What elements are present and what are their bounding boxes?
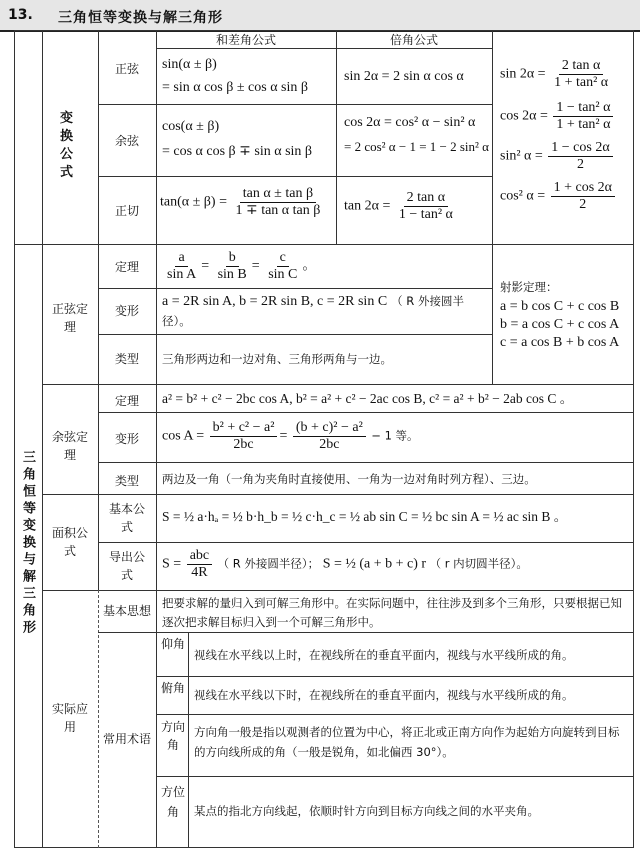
- divider: [492, 244, 493, 384]
- extra-den: 2: [576, 157, 584, 172]
- frac-num: abc: [187, 548, 212, 565]
- sine-double: sin 2α = 2 sin α cos α: [344, 69, 464, 84]
- divider: [42, 590, 634, 591]
- frac-num: b: [226, 250, 239, 267]
- extra-num: 1 − cos 2α: [548, 140, 612, 157]
- sine-variant-note2: 径）。: [162, 314, 191, 328]
- cosine-theorem-label: 定理: [114, 394, 139, 408]
- sine-type-text: 三角形两边和一边对角、三角形两角与一边。: [162, 352, 392, 366]
- extra-formula: [500, 100, 615, 133]
- divider: [42, 30, 43, 244]
- sine-variant: [162, 292, 488, 311]
- cosine-type-label: 类型: [114, 474, 139, 488]
- divider: [336, 30, 337, 244]
- extra-num: 2 tan α: [559, 58, 603, 75]
- area-derived-mid: （ R 外接圆半径）；: [217, 556, 320, 571]
- divider: [98, 632, 634, 633]
- area-derived-tail: （ r 内切圆半径）。: [429, 556, 528, 571]
- row-label-tangent: 正切: [114, 204, 139, 218]
- frac-num: b² + c² − a²: [210, 420, 278, 437]
- col-header-double: 倍角公式: [389, 33, 438, 47]
- extra-formula: [500, 140, 615, 173]
- extra-formula: [500, 58, 613, 91]
- divider: [98, 334, 492, 335]
- application-label: 实际应用: [51, 702, 88, 734]
- projection-line: b = a cos C + c cos A: [500, 317, 620, 332]
- extra-den: 1 + tan² α: [554, 75, 609, 90]
- transform-category: 变换公式: [60, 111, 74, 180]
- sine-sum-line2: = sin α cos β ± cos α sin β: [162, 80, 308, 95]
- area-basic-label: 基本公式: [108, 502, 145, 534]
- cos-sum-line1: cos(α ± β): [162, 119, 220, 134]
- sine-sum-line1: sin(α ± β): [162, 57, 217, 72]
- projection-line: a = b cos C + c cos B: [500, 299, 620, 314]
- divider: [14, 244, 634, 245]
- frac-num: (b + c)² − a²: [293, 420, 366, 437]
- cosine-variant-tail: − 1 等。: [371, 428, 419, 443]
- frac-den: 4R: [191, 565, 208, 580]
- sine-variant-math: a = 2R sin A, b = 2R sin B, c = 2R sin C: [162, 294, 388, 309]
- divider: [98, 412, 634, 413]
- area-derived-second: S = ½ (a + b + c) r: [322, 556, 427, 572]
- divider: [98, 590, 99, 848]
- term-name: 方位角: [160, 785, 185, 819]
- divider: [156, 776, 634, 777]
- extra-den: 1 + tan² α: [556, 117, 611, 132]
- sine-variant-note: （ R 外接圆半: [391, 294, 464, 308]
- cosine-type-text: 两边及一角（一角为夹角时直接使用、一角为一边对角时列方程）、三边。: [162, 472, 536, 486]
- section-title: 三角恒等变换与解三角形: [58, 10, 223, 26]
- frac-den: sin C: [268, 267, 298, 282]
- projection-line: c = a cos B + b cos A: [500, 335, 620, 350]
- term-name: 仰角: [160, 637, 185, 651]
- extra-den: 2: [579, 197, 587, 212]
- divider: [98, 244, 99, 590]
- area-derived: [162, 548, 528, 581]
- tan-sum-num: tan α ± tan β: [240, 186, 316, 203]
- extra-prefix: cos² α =: [500, 188, 546, 204]
- divider: [42, 244, 43, 848]
- sine-type-label: 类型: [114, 352, 139, 366]
- area-derived-label: 导出公式: [108, 550, 145, 582]
- divider: [98, 462, 634, 463]
- term-text: 某点的指北方向线起，依顺时针方向到目标方向线之间的水平夹角。: [194, 804, 539, 818]
- tan-double-prefix: tan 2α =: [344, 198, 391, 214]
- divider: [42, 384, 634, 385]
- area-label: 面积公式: [51, 526, 88, 558]
- sine-variant-label: 变形: [114, 304, 139, 318]
- row-label-cosine: 余弦: [114, 134, 139, 148]
- divider: [156, 676, 634, 677]
- sine-theorem: $\frac{a}{\text{sin A}}$ = $\frac{b}{\text{sin B}}$ = $\frac{c}{\text{sin C}}$ 。: [162, 250, 316, 283]
- frac-den: 2bc: [233, 437, 254, 452]
- extra-formula: [500, 180, 617, 213]
- divider: [98, 542, 634, 543]
- extra-num: 1 + cos 2α: [551, 180, 615, 197]
- extra-num: 1 − tan² α: [553, 100, 613, 117]
- frac-den: sin A: [167, 267, 197, 282]
- divider: [156, 590, 157, 848]
- projection-title: 射影定理：: [500, 280, 558, 294]
- cosine-law-label: 余弦定理: [51, 430, 88, 462]
- cosine-variant: cos A = $\frac{\text{b² + c² − a²}}{2bc}$ = $\frac{\text{(b + c)² − a²}}{2bc}$ − 1 等。: [162, 420, 419, 452]
- solve-category: 三角恒等变换与解三角形: [20, 450, 35, 637]
- app-basic-text: 把要求解的量归入到可解三角形中。在实际问题中，往往涉及到多个三角形，只要根据已知逐次把求解目标归入到一个可解三角形中。: [162, 596, 622, 629]
- extra-prefix: sin² α =: [500, 148, 543, 164]
- frac-den: sin B: [217, 267, 247, 282]
- sine-theorem-label: 定理: [114, 260, 139, 274]
- tan-double-den: 1 − tan² α: [398, 207, 453, 222]
- frac-num: c: [277, 250, 289, 267]
- divider: [188, 632, 189, 848]
- divider: [156, 30, 157, 244]
- term-name: 方向角: [160, 720, 185, 752]
- cos-double-line1: cos 2α = cos² α − sin² α: [344, 115, 476, 130]
- divider: [156, 714, 634, 715]
- tan-double-num: 2 tan α: [404, 190, 448, 207]
- row-label-sine: 正弦: [114, 62, 139, 76]
- frac-num: a: [175, 250, 187, 267]
- frac-den: 2bc: [319, 437, 340, 452]
- term-text: 视线在水平线以下时，在视线所在的垂直平面内，视线与水平线所成的角。: [194, 688, 574, 702]
- area-derived-prefix: S =: [162, 556, 182, 572]
- divider: [98, 176, 492, 177]
- col-header-sum: 和差角公式: [215, 33, 276, 47]
- divider: [492, 30, 493, 244]
- sine-law-label: 正弦定理: [51, 302, 88, 334]
- tan-sum: [160, 186, 325, 219]
- section-header: [0, 0, 640, 32]
- term-name: 俯角: [160, 681, 185, 695]
- cosine-theorem: a² = b² + c² − 2bc cos A, b² = a² + c² − 2ac cos B, c² = a² + b² − 2ab cos C 。: [162, 391, 574, 406]
- divider: [98, 288, 492, 289]
- divider: [156, 48, 492, 49]
- section-number: 13.: [8, 7, 33, 23]
- divider: [42, 494, 634, 495]
- cos-sum-line2: = cos α cos β ∓ sin α sin β: [162, 144, 313, 159]
- term-text: 视线在水平线以上时，在视线所在的垂直平面内，视线与水平线所成的角。: [194, 648, 574, 662]
- app-basic-label: 基本思想: [102, 604, 151, 618]
- tan-sum-den: 1 ∓ tan α tan β: [235, 203, 321, 218]
- sine-theorem-tail: 。: [302, 258, 317, 274]
- divider: [156, 244, 157, 590]
- tan-double: [344, 190, 458, 223]
- cosine-variant-label: 变形: [114, 432, 139, 446]
- cosine-variant-prefix: cos A =: [162, 428, 205, 444]
- term-text: 方向角一般是指以观测者的位置为中心，将正北或正南方向作为起始方向旋转到目标的方向线所成的角（一般是锐角，如北偏西 30°）。: [194, 725, 620, 759]
- extra-prefix: sin 2α =: [500, 66, 546, 82]
- tan-sum-prefix: tan(α ± β) =: [160, 194, 227, 210]
- terms-label: 常用术语: [102, 732, 151, 746]
- extra-prefix: cos 2α =: [500, 108, 548, 124]
- cos-double-line2: = 2 cos² α − 1 = 1 − 2 sin² α: [344, 139, 489, 154]
- divider: [98, 104, 492, 105]
- area-basic: S = ½ a·hₐ = ½ b·h_b = ½ c·h_c = ½ ab sin C = ½ bc sin A = ½ ac sin B 。: [162, 509, 568, 524]
